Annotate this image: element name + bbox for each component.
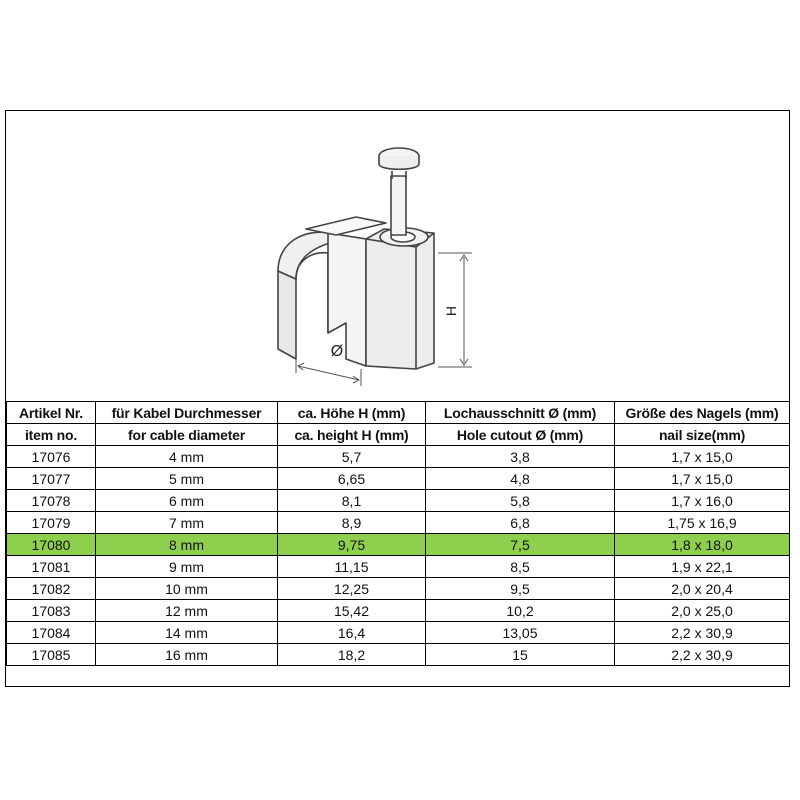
- cell-height: 8,9: [278, 512, 426, 534]
- cell-item-number: 17083: [7, 600, 96, 622]
- product-sheet: [5, 110, 790, 687]
- col-header-hole-en: Hole cutout Ø (mm): [426, 424, 615, 446]
- table-row: [7, 446, 790, 468]
- cell-nail-size: 1,75 x 16,9: [615, 512, 790, 534]
- col-header-item-en: item no.: [7, 424, 96, 446]
- cell-cable-diameter: 6 mm: [96, 490, 278, 512]
- cell-hole-cutout: 9,5: [426, 578, 615, 600]
- cell-hole-cutout: 5,8: [426, 490, 615, 512]
- cell-nail-size: 1,9 x 22,1: [615, 556, 790, 578]
- cell-nail-size: 1,7 x 15,0: [615, 468, 790, 490]
- col-header-height-de: ca. Höhe H (mm): [278, 402, 426, 424]
- cell-hole-cutout: 13,05: [426, 622, 615, 644]
- cell-nail-size: 2,0 x 25,0: [615, 600, 790, 622]
- col-header-nail-de: Größe des Nagels (mm): [615, 402, 790, 424]
- col-header-nail-en: nail size(mm): [615, 424, 790, 446]
- table-row: [7, 534, 790, 556]
- spec-table: [6, 401, 790, 666]
- cell-height: 8,1: [278, 490, 426, 512]
- height-label: H: [443, 305, 459, 317]
- table-row: [7, 556, 790, 578]
- cell-item-number: 17078: [7, 490, 96, 512]
- cell-cable-diameter: 10 mm: [96, 578, 278, 600]
- table-row: [7, 644, 790, 666]
- cell-cable-diameter: 8 mm: [96, 534, 278, 556]
- cell-height: 15,42: [278, 600, 426, 622]
- table-row: [7, 512, 790, 534]
- table-row: [7, 600, 790, 622]
- cell-nail-size: 1,7 x 15,0: [615, 446, 790, 468]
- col-header-item-de: Artikel Nr.: [7, 402, 96, 424]
- cell-cable-diameter: 14 mm: [96, 622, 278, 644]
- cell-item-number: 17081: [7, 556, 96, 578]
- cell-height: 6,65: [278, 468, 426, 490]
- cell-nail-size: 1,8 x 18,0: [615, 534, 790, 556]
- cell-cable-diameter: 4 mm: [96, 446, 278, 468]
- header-row-en: [7, 424, 790, 446]
- diameter-label: Ø: [330, 343, 344, 360]
- cell-height: 18,2: [278, 644, 426, 666]
- cell-hole-cutout: 8,5: [426, 556, 615, 578]
- cell-cable-diameter: 16 mm: [96, 644, 278, 666]
- cell-hole-cutout: 6,8: [426, 512, 615, 534]
- cell-hole-cutout: 3,8: [426, 446, 615, 468]
- header-row-de: [7, 402, 790, 424]
- col-header-cable-de: für Kabel Durchmesser: [96, 402, 278, 424]
- cell-nail-size: 1,7 x 16,0: [615, 490, 790, 512]
- cell-cable-diameter: 7 mm: [96, 512, 278, 534]
- cell-nail-size: 2,2 x 30,9: [615, 622, 790, 644]
- cell-item-number: 17079: [7, 512, 96, 534]
- cell-hole-cutout: 10,2: [426, 600, 615, 622]
- cell-item-number: 17084: [7, 622, 96, 644]
- cell-item-number: 17082: [7, 578, 96, 600]
- cable-clip-drawing: [6, 111, 789, 401]
- cell-hole-cutout: 4,8: [426, 468, 615, 490]
- cell-cable-diameter: 12 mm: [96, 600, 278, 622]
- cell-item-number: 17077: [7, 468, 96, 490]
- cell-nail-size: 2,2 x 30,9: [615, 644, 790, 666]
- table-row: [7, 622, 790, 644]
- cell-hole-cutout: 7,5: [426, 534, 615, 556]
- cell-nail-size: 2,0 x 20,4: [615, 578, 790, 600]
- cell-cable-diameter: 9 mm: [96, 556, 278, 578]
- cell-item-number: 17076: [7, 446, 96, 468]
- cell-item-number: 17085: [7, 644, 96, 666]
- cell-height: 9,75: [278, 534, 426, 556]
- cell-hole-cutout: 15: [426, 644, 615, 666]
- table-row: [7, 468, 790, 490]
- cell-item-number: 17080: [7, 534, 96, 556]
- cell-height: 16,4: [278, 622, 426, 644]
- col-header-cable-en: for cable diameter: [96, 424, 278, 446]
- cell-height: 5,7: [278, 446, 426, 468]
- col-header-hole-de: Lochausschnitt Ø (mm): [426, 402, 615, 424]
- cell-height: 11,15: [278, 556, 426, 578]
- table-row: [7, 490, 790, 512]
- cell-cable-diameter: 5 mm: [96, 468, 278, 490]
- table-row: [7, 578, 790, 600]
- cell-height: 12,25: [278, 578, 426, 600]
- col-header-height-en: ca. height H (mm): [278, 424, 426, 446]
